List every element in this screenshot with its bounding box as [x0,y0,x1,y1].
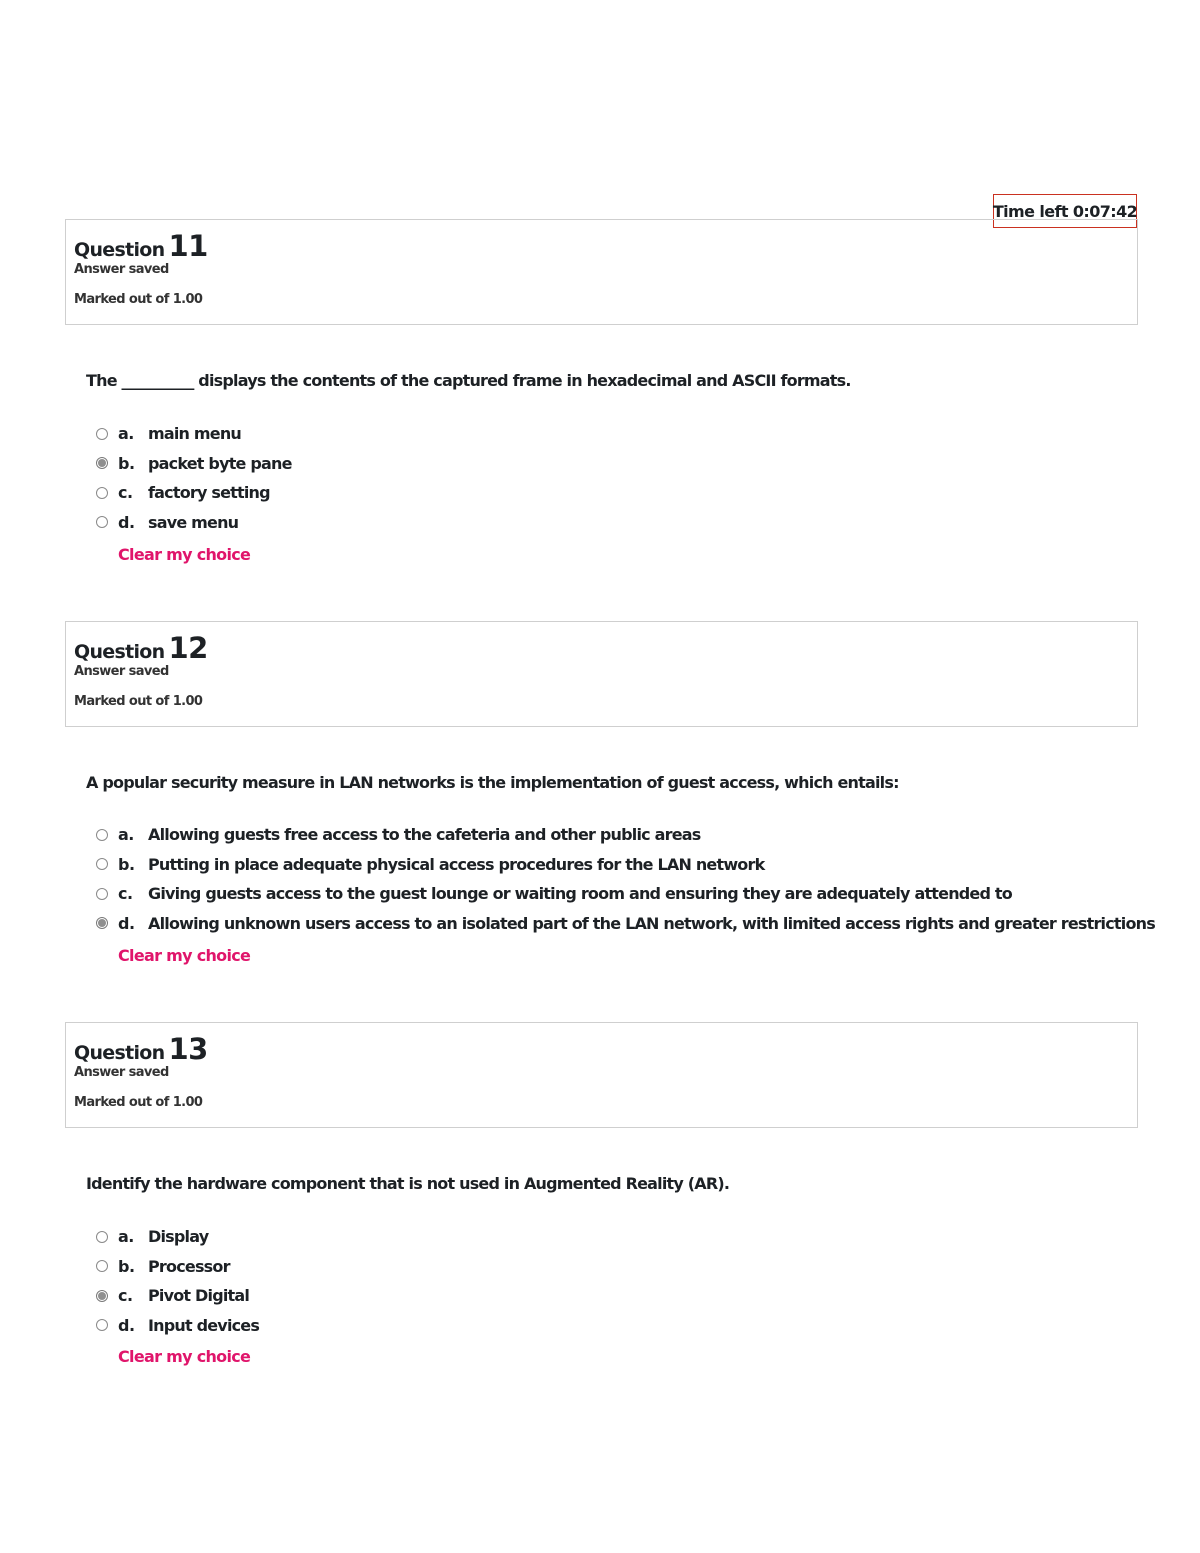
option-text[interactable]: Putting in place adequate physical access procedures for the LAN network [148,854,765,874]
answer-option-d[interactable] [95,909,1155,939]
option-text[interactable]: factory setting [148,483,270,503]
question-state: Answer saved [74,262,169,277]
question-title [74,632,1129,664]
question-grade: Marked out of 1.00 [74,694,203,709]
question-12-answers [95,820,1155,938]
radio-button[interactable] [96,1260,108,1272]
option-letter: b. [118,854,135,874]
answer-option-a[interactable] [95,1222,259,1252]
answer-option-d[interactable] [95,508,292,538]
question-state: Answer saved [74,664,169,679]
question-12-text: A popular security measure in LAN networks is the implementation of guest access, which entails: [86,773,899,792]
question-grade: Marked out of 1.00 [74,1095,203,1110]
question-11-answers [95,419,292,537]
option-text[interactable]: save menu [148,512,239,532]
option-letter: c. [118,483,133,503]
question-number: 12 [168,631,208,665]
radio-button-selected[interactable] [96,917,108,929]
question-grade: Marked out of 1.00 [74,292,203,307]
option-letter: c. [118,884,133,904]
option-letter: b. [118,453,135,473]
radio-button[interactable] [96,829,108,841]
time-left-timer: Time left 0:07:42 [993,194,1137,228]
answer-option-a[interactable] [95,820,1155,850]
option-letter: d. [118,913,135,933]
question-number: 11 [168,229,208,263]
option-text[interactable]: Allowing unknown users access to an isolated part of the LAN network, with limited access rights and greater restrictions [148,913,1155,933]
question-label: Question [74,1042,165,1064]
radio-button-selected[interactable] [96,1290,108,1302]
question-label: Question [74,641,165,663]
radio-button[interactable] [96,516,108,528]
radio-button-selected[interactable] [96,457,108,469]
question-13-text: Identify the hardware component that is not used in Augmented Reality (AR). [86,1174,730,1193]
radio-button[interactable] [96,487,108,499]
answer-option-b[interactable] [95,850,1155,880]
option-text[interactable]: Giving guests access to the guest lounge or waiting room and ensuring they are adequately attended to [148,884,1012,904]
question-title [74,1033,1129,1065]
question-title [74,230,1129,262]
clear-my-choice-link[interactable]: Clear my choice [118,1347,251,1366]
option-text[interactable]: Allowing guests free access to the cafeteria and other public areas [148,825,701,845]
answer-option-d[interactable] [95,1311,259,1341]
answer-option-b[interactable] [95,1252,259,1282]
option-letter: a. [118,825,134,845]
option-text[interactable]: main menu [148,424,242,444]
radio-button[interactable] [96,428,108,440]
question-number: 13 [168,1032,208,1066]
option-text[interactable]: Pivot Digital [148,1286,250,1306]
question-state: Answer saved [74,1065,169,1080]
question-11-info [65,219,1138,325]
option-letter: a. [118,1227,134,1247]
radio-button[interactable] [96,1319,108,1331]
answer-option-a[interactable] [95,419,292,449]
question-13-info [65,1022,1138,1128]
question-12-info [65,621,1138,727]
option-letter: d. [118,1315,135,1335]
option-text[interactable]: packet byte pane [148,453,292,473]
question-13-answers [95,1222,259,1340]
radio-button[interactable] [96,858,108,870]
clear-my-choice-link[interactable]: Clear my choice [118,545,251,564]
option-letter: d. [118,512,135,532]
answer-option-c[interactable] [95,879,1155,909]
option-letter: a. [118,424,134,444]
clear-my-choice-link[interactable]: Clear my choice [118,946,251,965]
question-11-text: The __________ displays the contents of the captured frame in hexadecimal and ASCII formats. [86,371,851,390]
answer-option-c[interactable] [95,1281,259,1311]
radio-button[interactable] [96,1231,108,1243]
option-text[interactable]: Processor [148,1256,230,1276]
answer-option-b[interactable] [95,449,292,479]
question-label: Question [74,239,165,261]
radio-button[interactable] [96,888,108,900]
option-text[interactable]: Input devices [148,1315,260,1335]
option-text[interactable]: Display [148,1227,209,1247]
option-letter: c. [118,1286,133,1306]
answer-option-c[interactable] [95,478,292,508]
option-letter: b. [118,1256,135,1276]
